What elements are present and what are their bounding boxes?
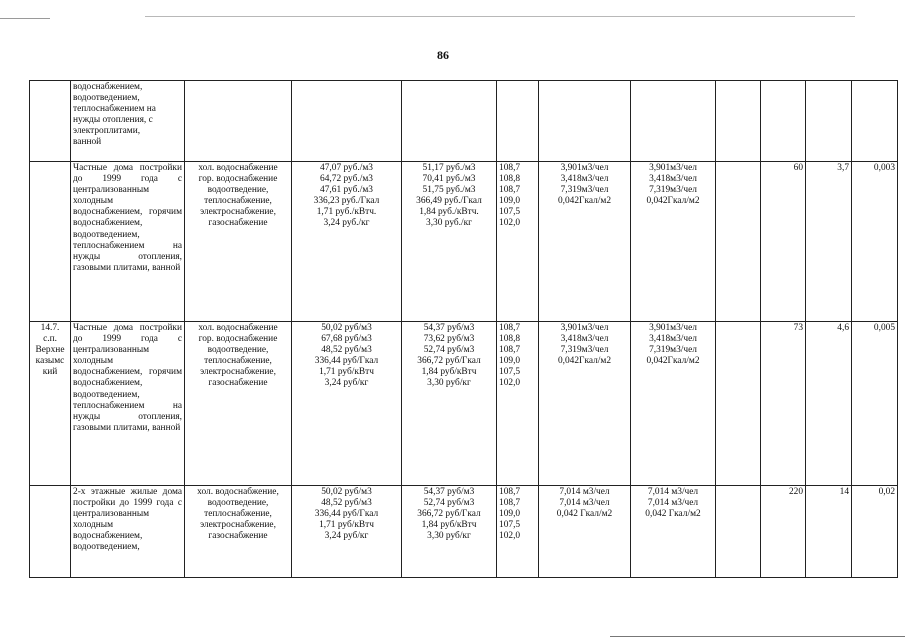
row-cell-12: 0,02 <box>852 486 898 578</box>
row-norms-2: 3,901м3/чел 3,418м3/чел 7,319м3/чел 0,042Гкал/м2 <box>631 322 716 486</box>
row-cell-11: 3,7 <box>806 162 852 322</box>
row-tariffs-new: 54,37 руб/м3 52,74 руб/м3 366,72 руб/Гкал 1,84 руб/кВтч 3,30 руб/кг <box>402 486 497 578</box>
table-row <box>30 486 898 578</box>
row-index: 108,7 108,8 108,7 109,0 107,5 102,0 <box>497 322 539 486</box>
row-cell-10: 73 <box>761 322 806 486</box>
page-number: 86 <box>437 48 449 62</box>
row-cell-9 <box>716 322 761 486</box>
row-tariffs-new: 54,37 руб/м3 73,62 руб/м3 52,74 руб/м3 366,72 руб/Гкал 1,84 руб/кВтч 3,30 руб/кг <box>402 322 497 486</box>
row-description: Частные дома постройки до 1999 года с централизованным холодным водоснабжением, горячим водоснабжением, водоотведением, теплоснабжением на нужды отопления, газовыми плитами, ванной <box>71 162 185 322</box>
row-description: водоснабжением, водоотведением, теплоснабжением на нужды отопления, с электроплитами, ванной <box>71 81 185 162</box>
row-services: хол. водоснабжение, водоотведение, теплоснабжение, электроснабжение, газоснабжение <box>185 486 292 578</box>
row-services: хол. водоснабжение гор. водоснабжение водоотведение, теплоснабжение, электроснабжение, газоснабжение <box>185 322 292 486</box>
row-tariffs-new: 51,17 руб./м3 70,41 руб./м3 51,75 руб./м3 366,49 руб./Гкал 1,84 руб./кВтч. 3,30 руб./кг <box>402 162 497 322</box>
row-cell-11: 14 <box>806 486 852 578</box>
row-cell-9 <box>716 81 761 162</box>
row-description: 2-х этажные жилые дома постройки до 1999 года с централизованным холодным водоснабжением, водоотведением, <box>71 486 185 578</box>
row-norms-2: 7,014 м3/чел 7,014 м3/чел 0,042 Гкал/м2 <box>631 486 716 578</box>
row-norms-1: 3,901м3/чел 3,418м3/чел 7,319м3/чел 0,042Гкал/м2 <box>539 162 631 322</box>
row-cell-12: 0,005 <box>852 322 898 486</box>
row-description: Частные дома постройки до 1999 года с централизованным холодным водоснабжением, горячим водоснабжением, водоотведением, теплоснабжением на нужды отопления, газовыми плитами, ванной <box>71 322 185 486</box>
row-cell-12 <box>852 81 898 162</box>
row-norms-1: 7,014 м3/чел 7,014 м3/чел 0,042 Гкал/м2 <box>539 486 631 578</box>
row-index: 108,7 108,7 109,0 107,5 102,0 <box>497 486 539 578</box>
row-code: 14.7. с.п. Верхне казымс кий <box>30 322 71 486</box>
row-norms-1: 3,901м3/чел 3,418м3/чел 7,319м3/чел 0,042Гкал/м2 <box>539 322 631 486</box>
row-cell-10: 60 <box>761 162 806 322</box>
scan-artifact-line <box>145 16 855 17</box>
row-index <box>497 81 539 162</box>
row-tariffs-current: 47,07 руб./м3 64,72 руб./м3 47,61 руб./м3 336,23 руб./Гкал 1,71 руб./кВтч. 3,24 руб./кг <box>292 162 402 322</box>
table-row <box>30 81 898 162</box>
row-norms-2 <box>631 81 716 162</box>
row-tariffs-current: 50,02 руб/м3 48,52 руб/м3 336,44 руб/Гкал 1,71 руб/кВтч 3,24 руб/кг <box>292 486 402 578</box>
row-index: 108,7 108,8 108,7 109,0 107,5 102,0 <box>497 162 539 322</box>
scan-artifact-line <box>0 18 50 19</box>
tariff-table <box>29 80 898 578</box>
table-row <box>30 322 898 486</box>
row-services: хол. водоснабжение гор. водоснабжение водоотведение, теплоснабжение, электроснабжение, газоснабжение <box>185 162 292 322</box>
row-cell-10: 220 <box>761 486 806 578</box>
row-tariffs-current <box>292 81 402 162</box>
row-cell-9 <box>716 486 761 578</box>
row-code <box>30 162 71 322</box>
row-norms-1 <box>539 81 631 162</box>
row-cell-12: 0,003 <box>852 162 898 322</box>
table-row <box>30 162 898 322</box>
row-code <box>30 486 71 578</box>
row-cell-11 <box>806 81 852 162</box>
row-tariffs-current: 50,02 руб/м3 67,68 руб/м3 48,52 руб/м3 336,44 руб/Гкал 1,71 руб/кВтч 3,24 руб/кг <box>292 322 402 486</box>
row-norms-2: 3,901м3/чел 3,418м3/чел 7,319м3/чел 0,042Гкал/м2 <box>631 162 716 322</box>
scan-artifact-line <box>610 636 905 637</box>
row-tariffs-new <box>402 81 497 162</box>
row-cell-11: 4,6 <box>806 322 852 486</box>
row-cell-9 <box>716 162 761 322</box>
row-services <box>185 81 292 162</box>
row-code <box>30 81 71 162</box>
row-cell-10 <box>761 81 806 162</box>
